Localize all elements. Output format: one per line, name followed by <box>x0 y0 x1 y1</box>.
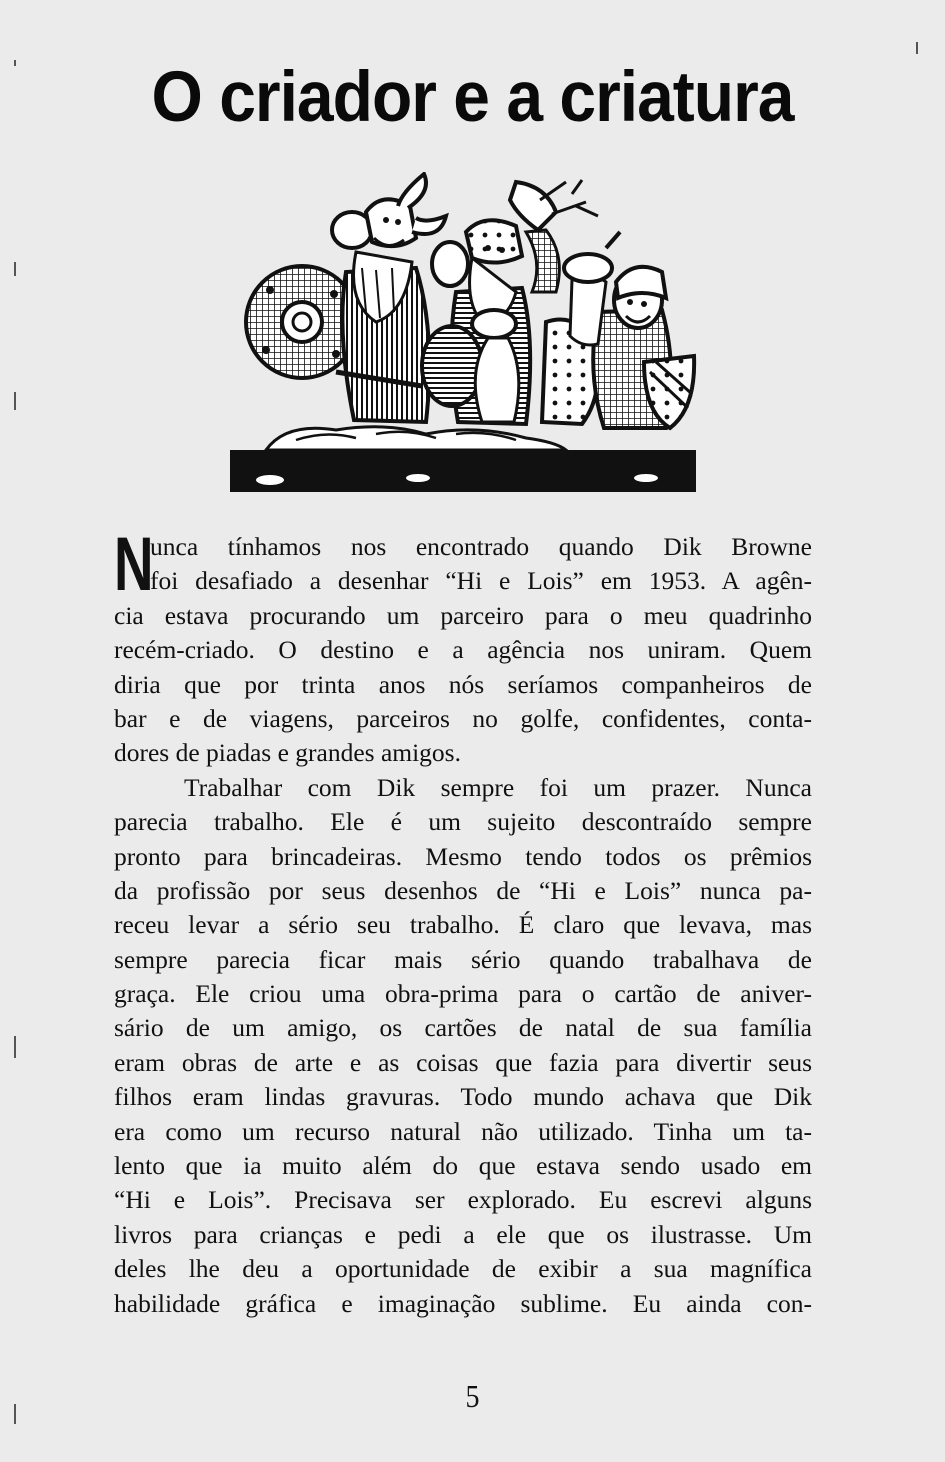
paragraph-2 <box>114 771 812 1321</box>
text-line: da profissão por seus desenhos de “Hi e Lois” nunca pa- <box>114 875 812 905</box>
text-line: graça. Ele criou uma obra-prima para o cartão de aniver- <box>114 979 812 1009</box>
text-line: Trabalhar com Dik sempre foi um prazer. Nunca <box>184 772 812 802</box>
scan-edge-mark <box>14 262 16 276</box>
text-line: era como um recurso natural não utilizado. Tinha um ta- <box>114 1116 812 1146</box>
ground-bar <box>230 450 696 492</box>
page-number: 5 <box>465 1379 480 1416</box>
text-line: cia estava procurando um parceiro para o meu quadrinho <box>114 600 812 630</box>
text-line: pronto para brincadeiras. Mesmo tendo todos os prêmios <box>114 841 812 871</box>
page-title: O criador e a criatura <box>151 56 794 136</box>
text-line: parecia trabalho. Ele é um sujeito descontraído sempre <box>114 807 812 837</box>
text-line: bar e de viagens, parceiros no golfe, confidentes, conta- <box>114 703 812 733</box>
drop-cap: N <box>114 522 154 607</box>
text-line: recém-criado. O destino e a agência nos uniram. Quem <box>114 635 812 665</box>
text-line: diria que por trinta anos nós seríamos companheiros de <box>114 669 812 699</box>
text-line: unca tínhamos nos encontrado quando Dik Browne <box>150 532 812 561</box>
text-line: deles lhe deu a oportunidade de exibir a sua magnífica <box>114 1254 812 1284</box>
text-line: livros para crianças e pedi a ele que os ilustrasse. Um <box>114 1219 812 1249</box>
viking-left <box>246 174 446 422</box>
text-line: foi desafiado a desenhar “Hi e Lois” em 1953. A agên- <box>150 566 812 596</box>
text-line: lento que ia muito além do que estava sendo usado em <box>114 1151 812 1181</box>
text-line: sário de um amigo, os cartões de natal de sua família <box>114 1013 812 1043</box>
scan-edge-mark <box>14 1036 16 1058</box>
text-line: habilidade gráfica e imaginação sublime. Eu ainda con- <box>114 1288 812 1318</box>
text-line: receu levar a sério seu trabalho. É claro que levava, mas <box>114 910 812 940</box>
text-line: dores de piadas e grandes amigos. <box>114 738 461 768</box>
vikings-cartoon-illustration <box>226 172 698 498</box>
text-line: sempre parecia ficar mais sério quando trabalhava de <box>114 944 812 974</box>
text-line: eram obras de arte e as coisas que fazia para divertir seus <box>114 1047 812 1077</box>
article-body <box>114 522 812 1321</box>
text-line: “Hi e Lois”. Precisava ser explorado. Eu escrevi alguns <box>114 1185 812 1215</box>
paragraph-1 <box>114 522 812 771</box>
scan-edge-mark <box>14 392 16 410</box>
text-line: filhos eram lindas gravuras. Todo mundo achava que Dik <box>114 1082 812 1112</box>
